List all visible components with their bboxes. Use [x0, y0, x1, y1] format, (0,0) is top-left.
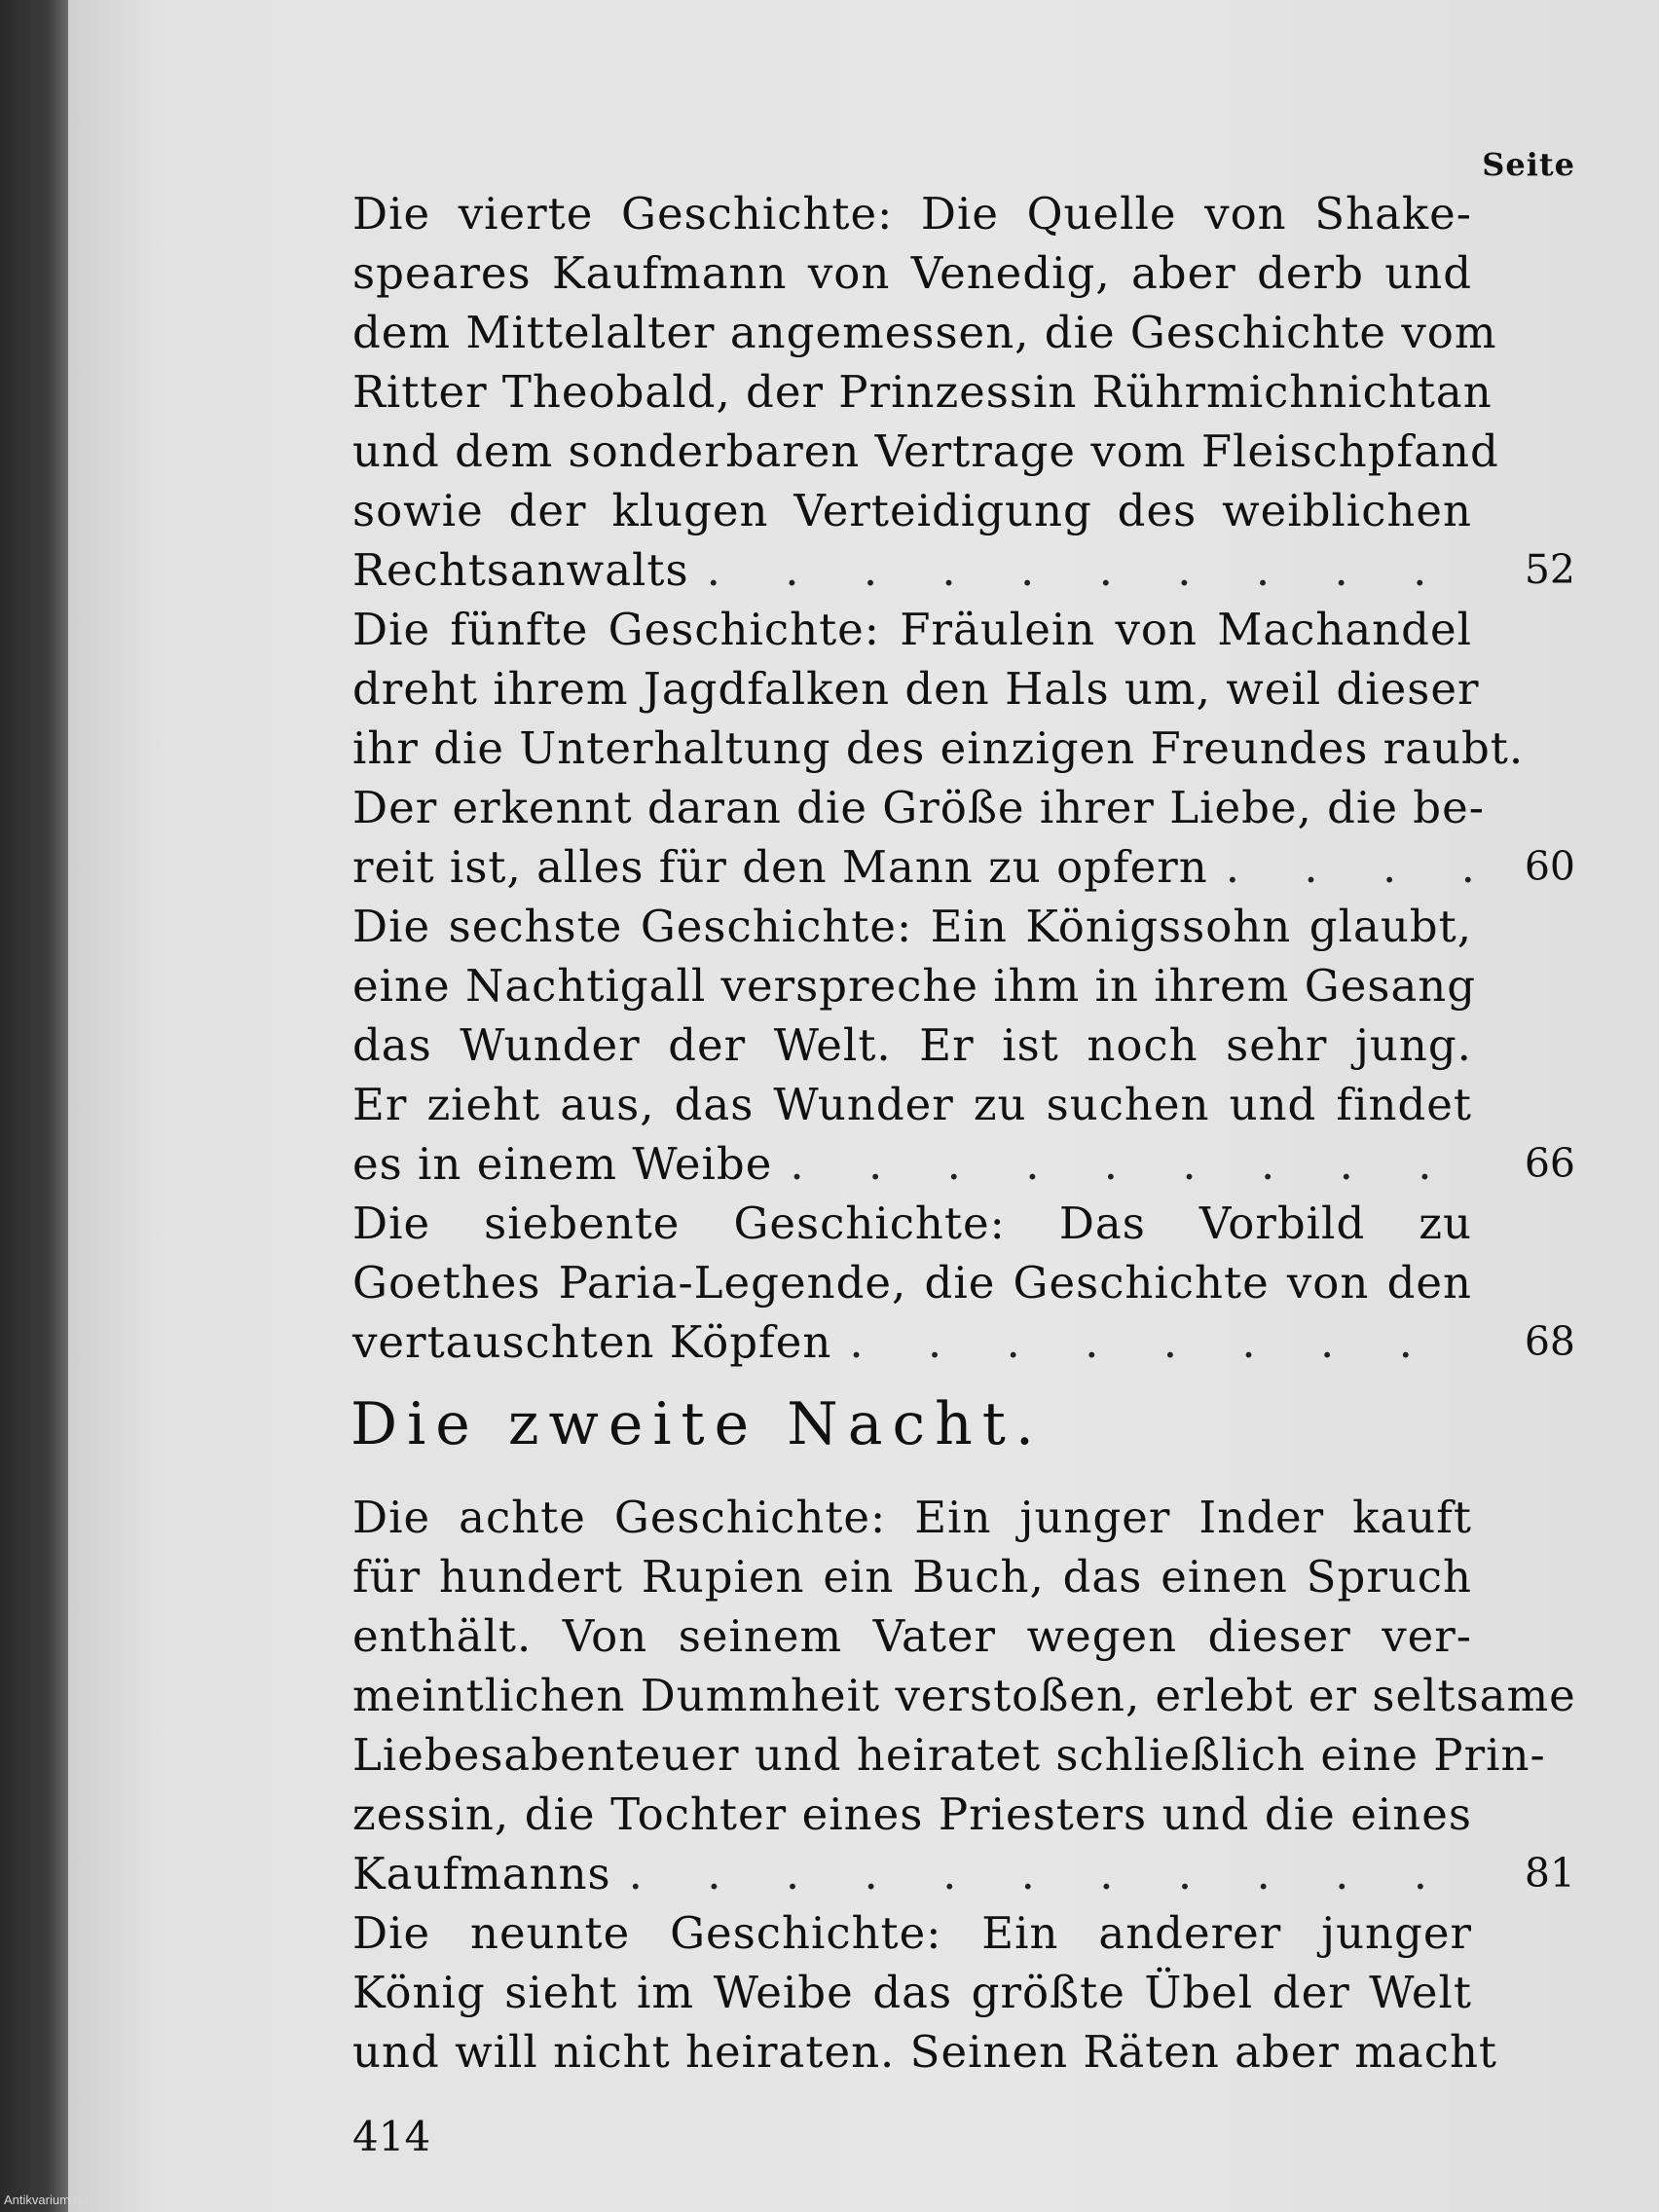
entry-line: eine Nachtigall verspreche ihm in ihrem Gesang	[352, 960, 1477, 1012]
toc-entry-fuenfte	[352, 600, 1525, 897]
entry-line: Die fünfte Geschichte: Fräulein von Machandel	[352, 604, 1472, 655]
page-folio-number: 414	[352, 2113, 431, 2160]
entry-line: Die siebente Geschichte: Das Vorbild zu	[352, 1198, 1472, 1249]
entry-last-line	[352, 1312, 1472, 1372]
entry-line: dem Mittelalter angemessen, die Geschichte vom	[352, 307, 1497, 358]
entry-line: meintlichen Dummheit verstoßen, erlebt er seltsame	[352, 1670, 1576, 1721]
book-binding-shadow	[0, 0, 68, 2212]
page-number: 68	[1524, 1318, 1575, 1365]
page-number: 52	[1524, 546, 1575, 593]
entry-last-line	[352, 837, 1472, 897]
page-number: 66	[1524, 1140, 1575, 1187]
section-heading: Die zweite Nacht.	[350, 1390, 1044, 1458]
entry-last-line	[352, 540, 1472, 600]
entry-line: vertauschten Köpfen	[352, 1316, 832, 1368]
toc-entry-vierte	[352, 184, 1499, 600]
dot-leader	[831, 1312, 1472, 1372]
entry-line: Rechtsanwalts	[352, 544, 689, 596]
dot-leader	[689, 540, 1472, 600]
page-column-label: Seite	[1482, 146, 1575, 183]
watermark: Antikvarium.hu	[4, 2193, 88, 2207]
entry-line: und will nicht heiraten. Seinen Räten aber macht	[352, 2026, 1498, 2078]
entry-line: enthält. Von seinem Vater wegen dieser ver-	[352, 1610, 1472, 1662]
toc-entry-sechste	[352, 897, 1477, 1194]
entry-line: Die achte Geschichte: Ein junger Inder kauft	[352, 1492, 1472, 1543]
entry-line: Er zieht aus, das Wunder zu suchen und findet	[352, 1079, 1472, 1130]
toc-entry-siebente	[352, 1194, 1472, 1372]
entry-line: Kaufmanns	[352, 1848, 611, 1899]
entry-line: Die sechste Geschichte: Ein Königssohn glaubt,	[352, 901, 1472, 952]
entry-line: Liebesabenteuer und heiratet schließlich eine Prin-	[352, 1729, 1546, 1781]
entry-line: ihr die Unterhaltung des einzigen Freundes raubt.	[352, 722, 1525, 774]
entry-line: es in einem Weibe	[352, 1138, 773, 1190]
dot-leader	[611, 1844, 1472, 1903]
entry-last-line	[352, 1844, 1472, 1903]
entry-line: Ritter Theobald, der Prinzessin Rührmichnichtan	[352, 366, 1493, 418]
entry-line: Die neunte Geschichte: Ein anderer junger	[352, 1907, 1472, 1959]
entry-line: Die vierte Geschichte: Die Quelle von Shake-	[352, 188, 1472, 240]
page-number: 60	[1524, 843, 1575, 890]
entry-line: Der erkennt daran die Größe ihrer Liebe, die be-	[352, 782, 1485, 833]
entry-line: Goethes Paria-Legende, die Geschichte von den	[352, 1257, 1472, 1309]
entry-line: speares Kaufmann von Venedig, aber derb und	[352, 247, 1472, 299]
entry-line: das Wunder der Welt. Er ist noch sehr jung.	[352, 1019, 1472, 1071]
page-number: 81	[1524, 1850, 1575, 1897]
entry-line: und dem sonderbaren Vertrage vom Fleischpfand	[352, 425, 1499, 477]
entry-line: zessin, die Tochter eines Priesters und die eines	[352, 1788, 1472, 1840]
entry-line: König sieht im Weibe das größte Übel der Welt	[352, 1967, 1472, 2018]
dot-leader	[1208, 837, 1472, 897]
entry-line: dreht ihrem Jagdfalken den Hals um, weil dieser	[352, 663, 1480, 715]
entry-line: sowie der klugen Verteidigung des weiblichen	[352, 485, 1472, 536]
dot-leader	[772, 1134, 1472, 1194]
entry-line: für hundert Rupien ein Buch, das einen Spruch	[352, 1551, 1472, 1603]
entry-line: reit ist, alles für den Mann zu opfern	[352, 841, 1208, 893]
entry-last-line	[352, 1134, 1472, 1194]
toc-entry-neunte	[352, 1903, 1498, 2082]
